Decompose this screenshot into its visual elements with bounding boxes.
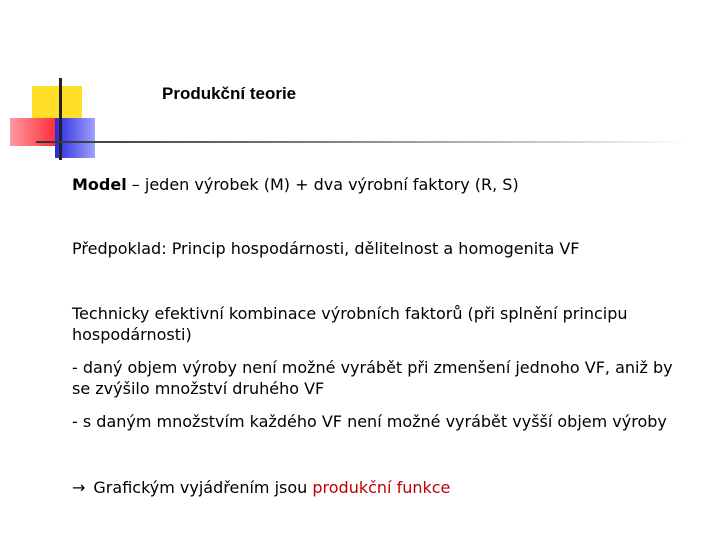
arrow-right-icon: → (72, 478, 86, 497)
assumption-paragraph: Předpoklad: Princip hospodárnosti, dělitelnost a homogenita VF (72, 239, 580, 258)
conclusion-paragraph (72, 477, 682, 498)
model-term: Model (72, 175, 127, 194)
model-paragraph (72, 174, 682, 195)
conclusion-text: Grafickým vyjádřením jsou (93, 478, 313, 497)
point-2-paragraph: - s daným množstvím každého VF není možné vyrábět vyšší objem výroby (72, 412, 667, 431)
point-1-paragraph: - daný objem výroby není možné vyrábět při zmenšení jednoho VF, aniž by se zvýšilo množství druhého VF (72, 358, 673, 398)
logo-vertical-line (59, 78, 62, 160)
logo-yellow-square (32, 86, 82, 118)
efficient-combination-paragraph: Technicky efektivní kombinace výrobních faktorů (při splnění principu hospodárnosti) (72, 304, 628, 344)
model-text: – jeden výrobek (M) + dva výrobní faktory (R, S) (126, 175, 519, 194)
slide-title: Produkční teorie (162, 84, 297, 103)
decorative-logo (0, 0, 100, 170)
production-function-highlight: produkční funkce (312, 478, 451, 497)
title-divider (36, 141, 686, 143)
